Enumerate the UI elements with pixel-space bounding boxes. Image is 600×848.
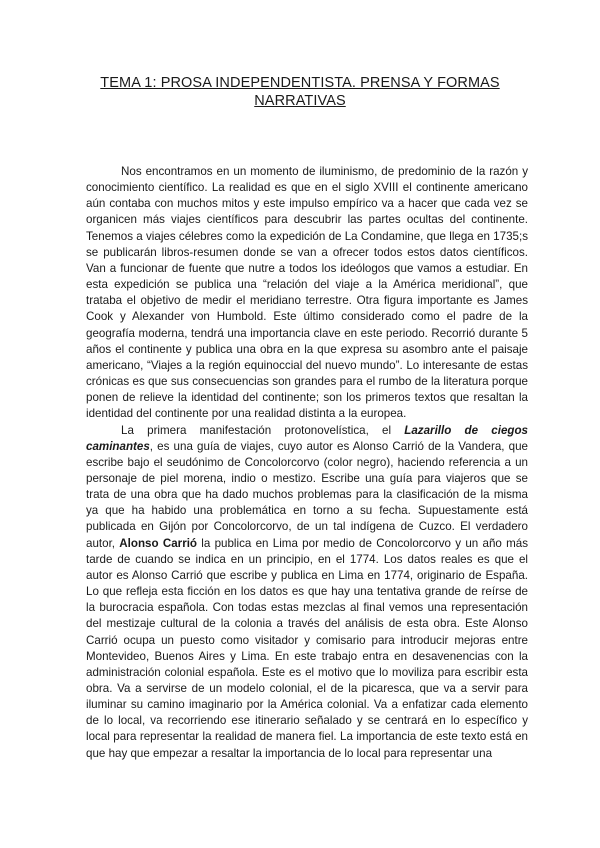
document-body — [86, 164, 528, 762]
author-name: Alonso Carrió — [119, 536, 198, 550]
document-title: TEMA 1: PROSA INDEPENDENTISTA. PRENSA Y FORMAS NARRATIVAS — [100, 75, 500, 109]
paragraph-iluminismo: Nos encontramos en un momento de iluminismo, de predominio de la razón y conocimiento científico. La realidad es que en el siglo XVIII el continente americano aún contaba con muchos mitos y este impulso empírico va a hacer que cada vez se organicen más viajes científicos para descubrir las partes ocultas del continente. Tenemos a viajes célebres como la expedición de La Condamine, que llega en 1735;s se publicarán libros-resumen donde se van a ofrecer todos estos datos científicos. Van a funcionar de fuente que nutre a todos los ideólogos que vamos a estudiar. En esta expedición se publica una “relación del viaje a la América meridional”, que trataba el objetivo de medir el meridiano terrestre. Otra figura importante es James Cook y Alexander von Humbold. Este último considerado como el padre de la geografía moderna, tendrá una importancia clave en este periodo. Recorrió durante 5 años el continente y publica una obra en la que expresa su asombro ante el paisaje americano, “Viajes a la región equinoccial del nuevo mundo”. Lo interesante de estas crónicas es que sus consecuencias son grandes para el rumbo de la literatura porque ponen de relieve la identidad del continente; son los primeros textos que resaltan la identidad del continente por una realidad distinta a la europea. — [86, 165, 528, 421]
paragraph-lazarillo — [86, 423, 528, 762]
work-title-lazarillo: Lazarillo de ciegos caminantes — [86, 423, 529, 453]
paragraph-lazarillo-text-3: la publica en Lima por medio de Concolorcorvo y un año más tarde de cuando se indica en un principio, en el 1774. Los datos reales es que el autor es Alonso Carrió que escribe y publica en Lima en 1774, originario de España. Lo que refleja esta ficción en los datos es que hay una tentativa grande de reírse de la burocracia española. Con todas estas mezclas al final vemos una representación del mestizaje cultural de la colonia a través del análisis de esta obra. Este Alonso Carrió ocupa un puesto como visitador y comisario para introducir mejoras entre Montevideo, Buenos Aires y Lima. En este trabajo entra en desavenencias con la administración colonial española. Este es el motivo que lo moviliza para escribir esta obra. Va a servirse de un modelo colonial, el de la picaresca, que va a servir para iluminar su camino imaginario por la América colonial. Va a enfatizar cada elemento de lo local, va recorriendo ese itinerario señalado y se centrará en lo específico y local para representar la realidad de manera fiel. La importancia de este texto está en que hay que empezar a resaltar la importancia de lo local para representar una — [86, 536, 529, 760]
paragraph-lazarillo-text-2: , es una guía de viajes, cuyo autor es Alonso Carrió de la Vandera, que escribe bajo el seudónimo de Concolorcorvo (color negro), haciendo referencia a un personaje de piel morena, indio o mestizo. Escribe una guía para viajeros que se trata de una obra que ha dado muchos problemas para la clasificación de la misma ya que ha habido una problemática en torno a su fecha. Supuestamente está publicada en Gijón por Concolorcorvo, de un tal indígena de Cuzco. El verdadero autor, — [86, 439, 528, 550]
paragraph-lazarillo-text-1: La primera manifestación protonovelística, el — [121, 423, 405, 437]
